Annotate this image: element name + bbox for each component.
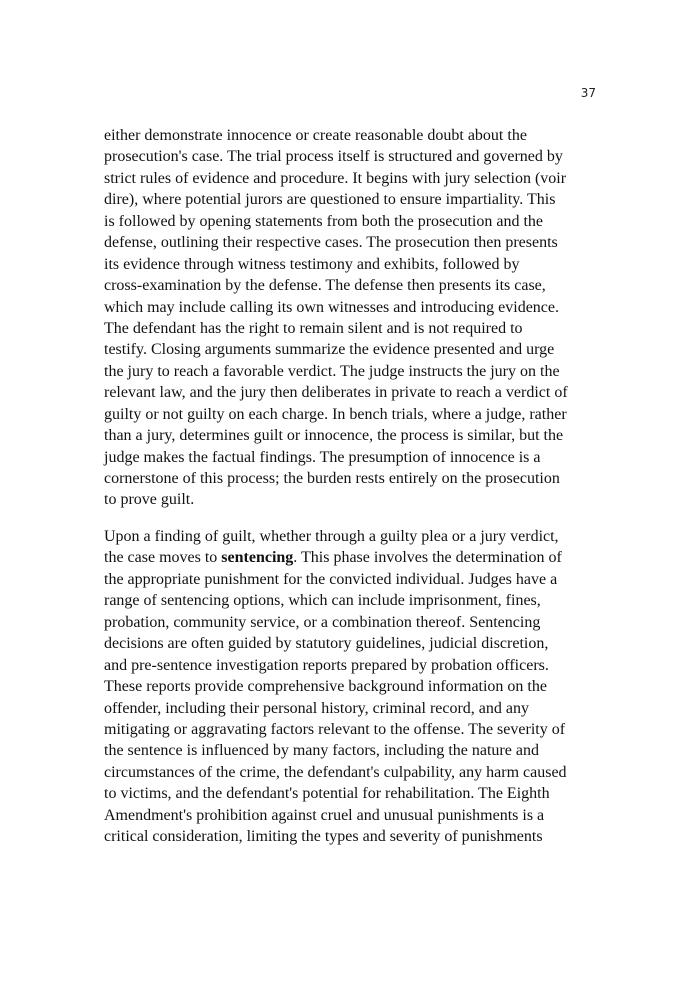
text-line: the appropriate punishment for the convicted individual. Judges have a — [104, 570, 558, 588]
text-line: critical consideration, limiting the types and severity of punishments — [104, 828, 543, 846]
bold-term-sentencing: sentencing — [221, 549, 294, 567]
text-line: range of sentencing options, which can include imprisonment, fines, — [104, 592, 541, 610]
paragraph-sentencing — [104, 526, 604, 848]
text-line: to prove guilt. — [104, 491, 195, 509]
text-line: cross-examination by the defense. The defense then presents its case, — [104, 277, 546, 295]
text-line: The defendant has the right to remain silent and is not required to — [104, 319, 523, 337]
page-number: 37 — [580, 86, 596, 100]
text-line: which may include calling its own witnesses and introducing evidence. — [104, 298, 559, 316]
text-line: guilty or not guilty on each charge. In bench trials, where a judge, rather — [104, 405, 567, 423]
text-line: prosecution's case. The trial process itself is structured and governed by — [104, 148, 563, 166]
text-line — [104, 547, 604, 568]
text-span: . This phase involves the determination of — [293, 549, 562, 567]
text-line: and pre-sentence investigation reports prepared by probation officers. — [104, 656, 549, 674]
text-line: the jury to reach a favorable verdict. The judge instructs the jury on the — [104, 362, 560, 380]
text-line: relevant law, and the jury then deliberates in private to reach a verdict of — [104, 384, 568, 402]
text-line: circumstances of the crime, the defendant's culpability, any harm caused — [104, 763, 567, 781]
text-line: Amendment's prohibition against cruel and unusual punishments is a — [104, 806, 545, 824]
text-line: dire), where potential jurors are questioned to ensure impartiality. This — [104, 191, 556, 209]
text-line: mitigating or aggravating factors relevant to the offense. The severity of — [104, 720, 566, 738]
text-line: defense, outlining their respective cases. The prosecution then presents — [104, 234, 558, 252]
text-line: These reports provide comprehensive background information on the — [104, 678, 547, 696]
text-line: the sentence is influenced by many factors, including the nature and — [104, 742, 539, 760]
paragraph-trial-process — [104, 125, 604, 511]
text-line: Upon a finding of guilt, whether through a guilty plea or a jury verdict, — [104, 528, 559, 545]
text-line: offender, including their personal history, criminal record, and any — [104, 699, 529, 717]
text-line: to victims, and the defendant's potential for rehabilitation. The Eighth — [104, 785, 550, 803]
text-line: judge makes the factual findings. The presumption of innocence is a — [104, 448, 541, 466]
text-line: probation, community service, or a combination thereof. Sentencing — [104, 613, 541, 631]
text-line: decisions are often guided by statutory guidelines, judicial discretion, — [104, 635, 549, 653]
text-line: is followed by opening statements from both the prosecution and the — [104, 212, 544, 230]
text-line: either demonstrate innocence or create reasonable doubt about the — [104, 127, 527, 144]
text-line: cornerstone of this process; the burden rests entirely on the prosecution — [104, 470, 560, 487]
text-line: strict rules of evidence and procedure. It begins with jury selection (voir — [104, 169, 567, 187]
text-line: testify. Closing arguments summarize the evidence presented and urge — [104, 341, 555, 359]
text-line: than a jury, determines guilt or innocence, the process is similar, but the — [104, 427, 564, 445]
text-span: the case moves to — [104, 549, 222, 567]
text-line: its evidence through witness testimony and exhibits, followed by — [104, 255, 520, 273]
